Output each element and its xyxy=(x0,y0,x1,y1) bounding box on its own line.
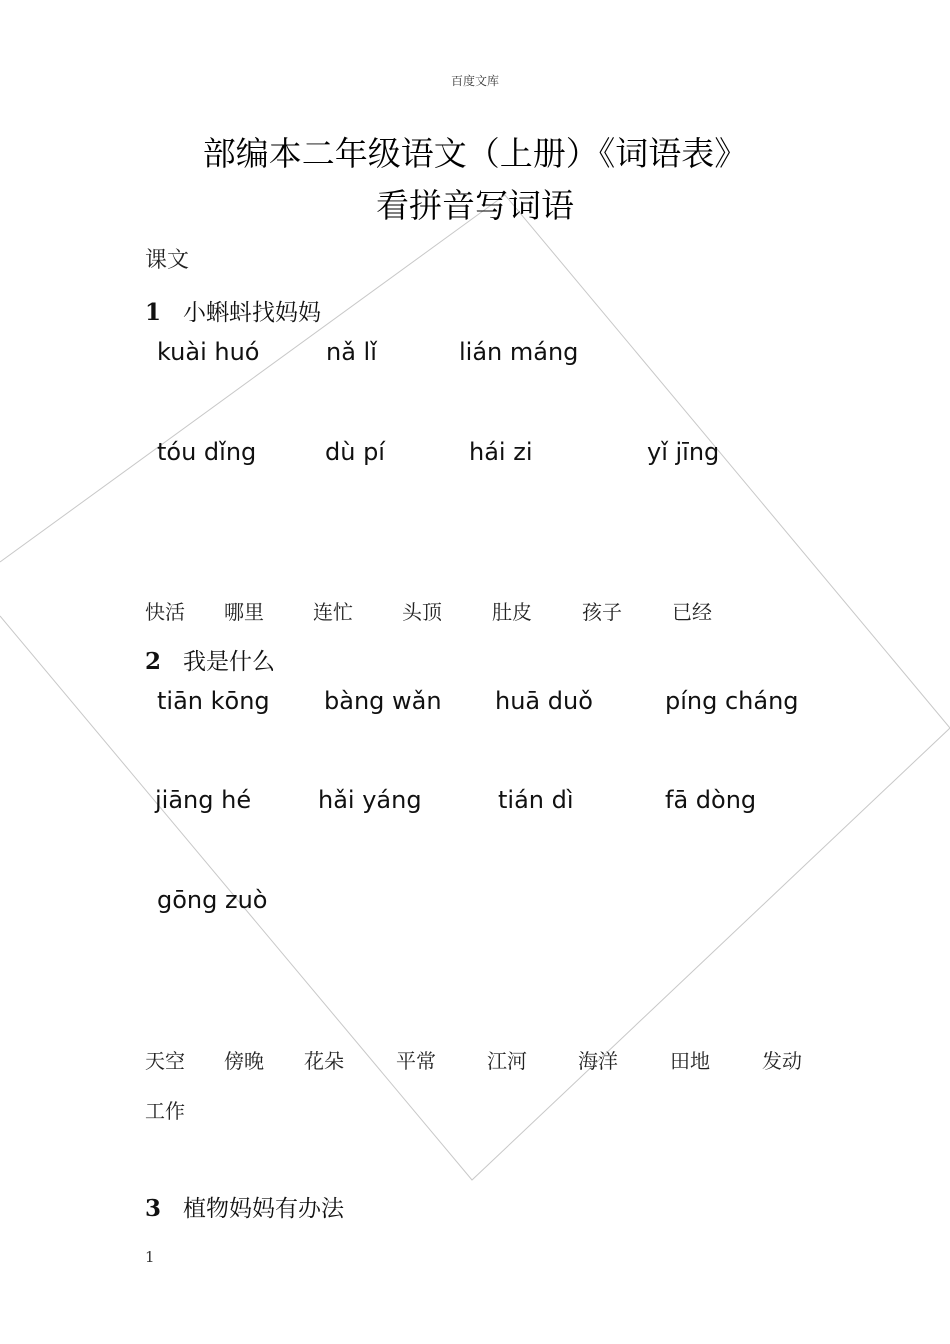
vocab-word: 江河 xyxy=(487,1049,527,1073)
vocab-word: 孩子 xyxy=(582,600,622,624)
lesson-3-heading xyxy=(145,1190,344,1223)
pinyin-item: yǐ jīng xyxy=(647,438,720,466)
pinyin-item: hái zi xyxy=(469,438,533,466)
lesson-2-number: 2 xyxy=(145,648,162,675)
vocab-word: 哪里 xyxy=(224,600,264,624)
vocab-word: 工作 xyxy=(145,1099,185,1123)
page-number: 1 xyxy=(145,1248,155,1266)
pinyin-item: fā dòng xyxy=(665,786,757,814)
section-label: 课文 xyxy=(145,248,190,273)
vocab-word: 已经 xyxy=(672,600,712,624)
lesson-3-name: 植物妈妈有办法 xyxy=(183,1196,345,1222)
page-title: 部编本二年级语文（上册）《词语表》 xyxy=(202,134,748,173)
vocab-word: 海洋 xyxy=(578,1049,618,1073)
vocab-word: 肚皮 xyxy=(492,600,532,624)
lesson-1-heading xyxy=(145,294,321,327)
lesson-1-name: 小蝌蚪找妈妈 xyxy=(183,300,322,326)
pinyin-item: dù pí xyxy=(325,438,385,466)
pinyin-item: bàng wǎn xyxy=(324,687,442,715)
pinyin-item: jiāng hé xyxy=(155,786,252,814)
lesson-1-number: 1 xyxy=(145,299,162,326)
pinyin-item: nǎ lǐ xyxy=(326,338,377,366)
pinyin-item: huā duǒ xyxy=(495,687,593,715)
vocab-word: 平常 xyxy=(396,1049,436,1073)
vocab-word: 发动 xyxy=(762,1049,802,1073)
pinyin-item: gōng zuò xyxy=(157,886,268,914)
pinyin-item: píng cháng xyxy=(665,687,799,715)
pinyin-item: hǎi yáng xyxy=(318,786,422,814)
vocab-word: 头顶 xyxy=(402,600,442,624)
vocab-word: 傍晚 xyxy=(224,1049,264,1073)
lesson-2-heading xyxy=(145,643,275,676)
pinyin-item: kuài huó xyxy=(157,338,260,366)
vocab-word: 连忙 xyxy=(313,600,353,624)
vocab-word: 田地 xyxy=(670,1049,710,1073)
lesson-3-number: 3 xyxy=(145,1195,162,1222)
lesson-2-name: 我是什么 xyxy=(183,649,276,675)
pinyin-item: tián dì xyxy=(498,786,574,814)
vocab-word: 天空 xyxy=(145,1049,185,1073)
pinyin-item: lián máng xyxy=(459,338,579,366)
pinyin-item: tóu dǐng xyxy=(157,438,257,466)
page-header: 百度文库 xyxy=(450,74,499,88)
pinyin-item: tiān kōng xyxy=(157,687,270,715)
page-subtitle: 看拼音写词语 xyxy=(376,186,574,225)
vocab-word: 快活 xyxy=(145,600,185,624)
vocab-word: 花朵 xyxy=(304,1049,344,1073)
